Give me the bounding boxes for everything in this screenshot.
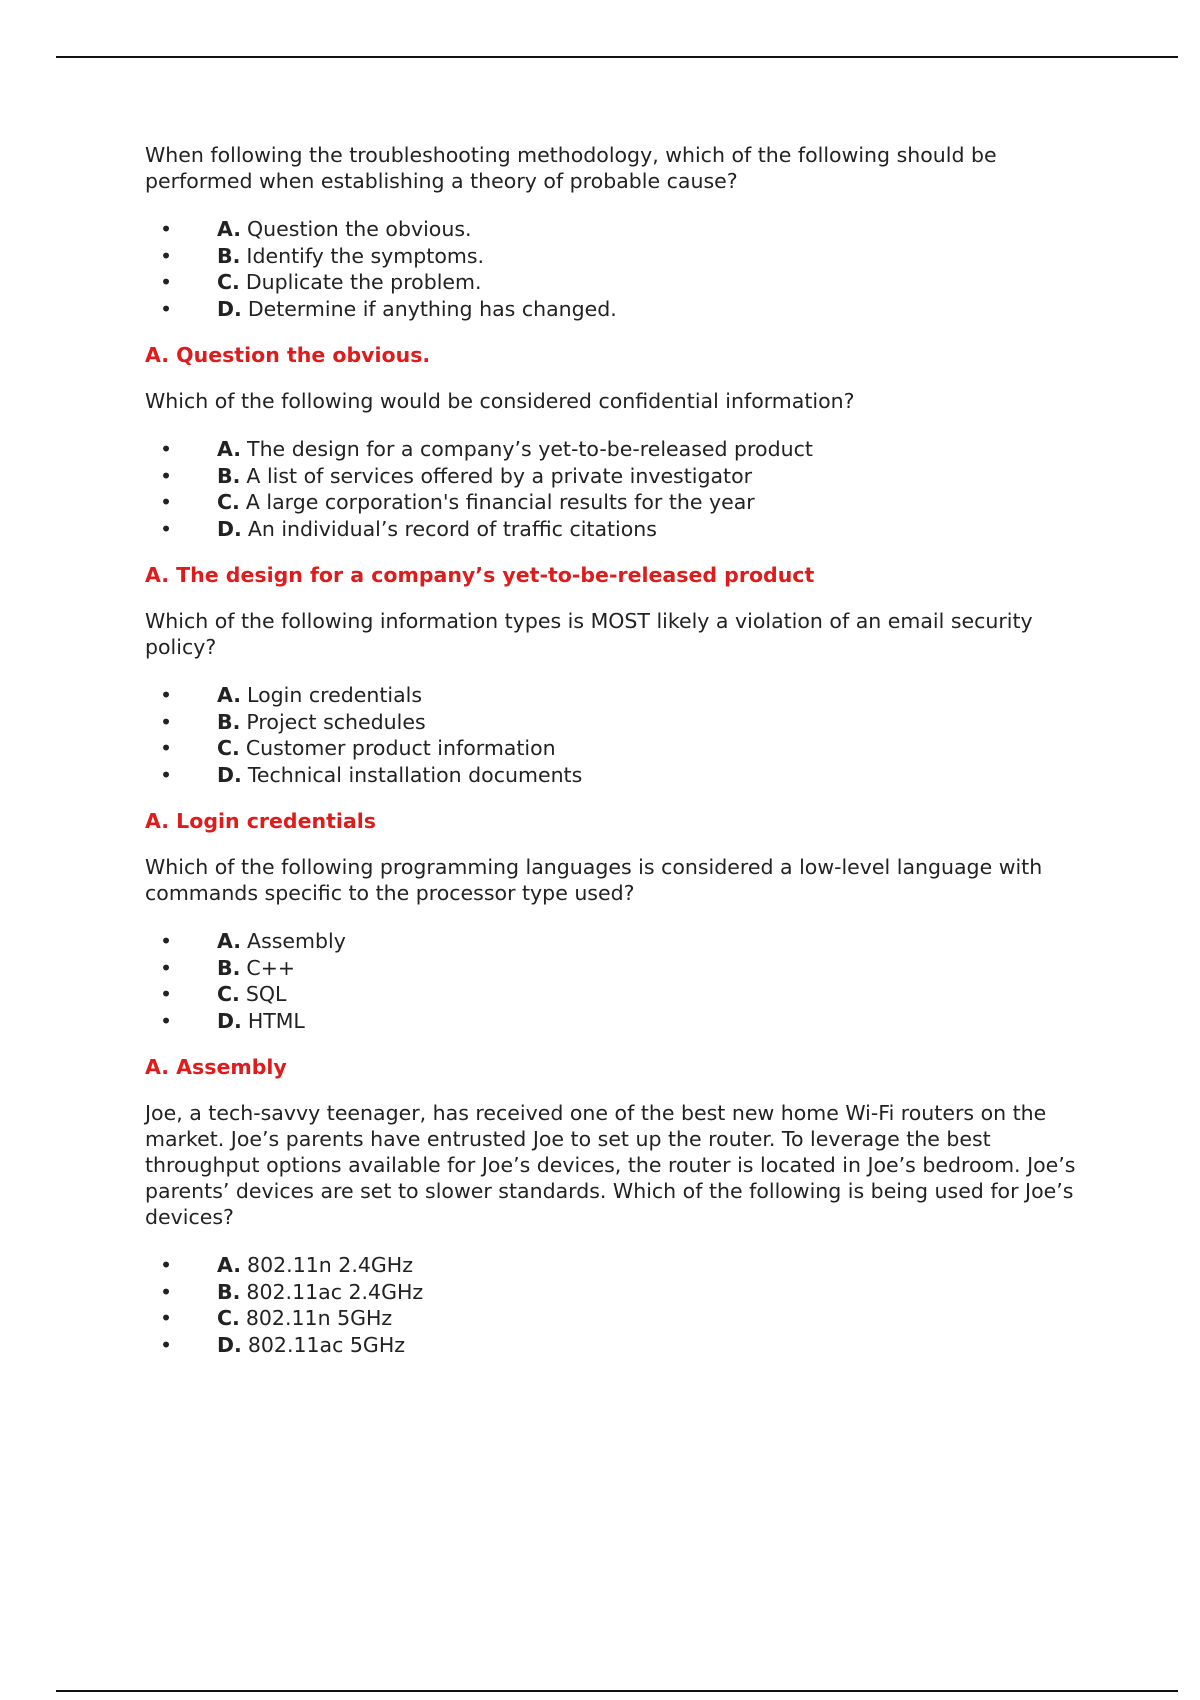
- option-letter: D.: [217, 516, 242, 541]
- option-list: [145, 216, 1095, 322]
- answer-text: A. Assembly: [145, 1055, 287, 1079]
- question-block: [145, 854, 1095, 1080]
- option-item: [145, 1008, 1095, 1035]
- option-letter: B.: [217, 243, 241, 268]
- option-letter: A.: [217, 217, 242, 241]
- option-letter: C.: [217, 490, 240, 514]
- option-letter: D.: [217, 762, 242, 787]
- option-item: [145, 735, 1095, 762]
- option-text: 802.11n 2.4GHz: [247, 1253, 413, 1277]
- option-item: [145, 1305, 1095, 1332]
- option-letter: D.: [217, 296, 242, 321]
- option-item: [145, 981, 1095, 1008]
- question-text: Joe, a tech-savvy teenager, has received one of the best new home Wi-Fi routers on the market. Joe’s parents have entrusted Joe to set up the router. To leverage the best throughput options available for Joe’s devices, the router is located in Joe’s bedroom. Joe’s parents’ devices are set to slower standards. Which of the following is being used for Joe’s devices?: [145, 1101, 1076, 1229]
- option-text: 802.11ac 5GHz: [247, 1332, 405, 1357]
- answer-text: A. Login credentials: [145, 809, 376, 833]
- option-text: A large corporation's financial results for the year: [245, 490, 755, 514]
- option-item: [145, 682, 1095, 709]
- option-item: [145, 1332, 1095, 1359]
- question-text: When following the troubleshooting methodology, which of the following should be performed when establishing a theory of probable cause?: [145, 143, 997, 193]
- option-item: [145, 489, 1095, 516]
- option-letter: A.: [217, 929, 242, 953]
- option-text: Determine if anything has changed.: [247, 296, 617, 321]
- question-text: Which of the following would be considered confidential information?: [145, 389, 855, 413]
- question-block: [145, 608, 1095, 834]
- option-text: Duplicate the problem.: [245, 270, 482, 294]
- option-letter: A.: [217, 437, 242, 461]
- question-text: Which of the following information types is MOST likely a violation of an email security policy?: [145, 609, 1033, 659]
- option-text: Assembly: [247, 929, 346, 953]
- question-block: [145, 142, 1095, 368]
- option-letter: B.: [217, 955, 241, 980]
- option-item: [145, 1279, 1095, 1306]
- option-item: [145, 955, 1095, 982]
- option-text: HTML: [247, 1008, 305, 1033]
- option-letter: C.: [217, 270, 240, 294]
- answer-text: A. Question the obvious.: [145, 343, 431, 367]
- option-letter: B.: [217, 1279, 241, 1304]
- option-text: Technical installation documents: [247, 762, 583, 787]
- option-item: [145, 709, 1095, 736]
- option-item: [145, 216, 1095, 243]
- option-text: 802.11ac 2.4GHz: [246, 1279, 424, 1304]
- question-block: [145, 1100, 1095, 1358]
- question-text: Which of the following programming languages is considered a low-level language with commands specific to the processor type used?: [145, 855, 1043, 905]
- option-letter: C.: [217, 982, 240, 1006]
- option-item: [145, 463, 1095, 490]
- option-text: Customer product information: [245, 736, 556, 760]
- option-item: [145, 436, 1095, 463]
- option-item: [145, 1252, 1095, 1279]
- bottom-rule: [56, 1690, 1178, 1692]
- option-item: [145, 269, 1095, 296]
- option-item: [145, 243, 1095, 270]
- option-list: [145, 928, 1095, 1034]
- option-text: Login credentials: [247, 683, 423, 707]
- option-list: [145, 1252, 1095, 1358]
- option-item: [145, 296, 1095, 323]
- option-text: Project schedules: [246, 709, 426, 734]
- option-text: An individual’s record of traffic citations: [247, 516, 657, 541]
- option-letter: B.: [217, 463, 241, 488]
- top-rule: [56, 56, 1178, 58]
- option-text: The design for a company’s yet-to-be-released product: [247, 437, 813, 461]
- option-letter: A.: [217, 1253, 242, 1277]
- option-letter: B.: [217, 709, 241, 734]
- option-list: [145, 436, 1095, 542]
- option-text: SQL: [245, 982, 287, 1006]
- question-block: [145, 388, 1095, 588]
- option-text: 802.11n 5GHz: [245, 1306, 393, 1330]
- option-text: Question the obvious.: [247, 217, 472, 241]
- option-text: C++: [246, 955, 296, 980]
- option-item: [145, 762, 1095, 789]
- option-letter: D.: [217, 1008, 242, 1033]
- option-letter: C.: [217, 736, 240, 760]
- option-letter: D.: [217, 1332, 242, 1357]
- option-item: [145, 928, 1095, 955]
- option-letter: C.: [217, 1306, 240, 1330]
- option-text: A list of services offered by a private investigator: [246, 463, 753, 488]
- option-letter: A.: [217, 683, 242, 707]
- option-text: Identify the symptoms.: [246, 243, 485, 268]
- answer-text: A. The design for a company’s yet-to-be-released product: [145, 563, 815, 587]
- option-item: [145, 516, 1095, 543]
- page-content: [145, 142, 1095, 1378]
- option-list: [145, 682, 1095, 788]
